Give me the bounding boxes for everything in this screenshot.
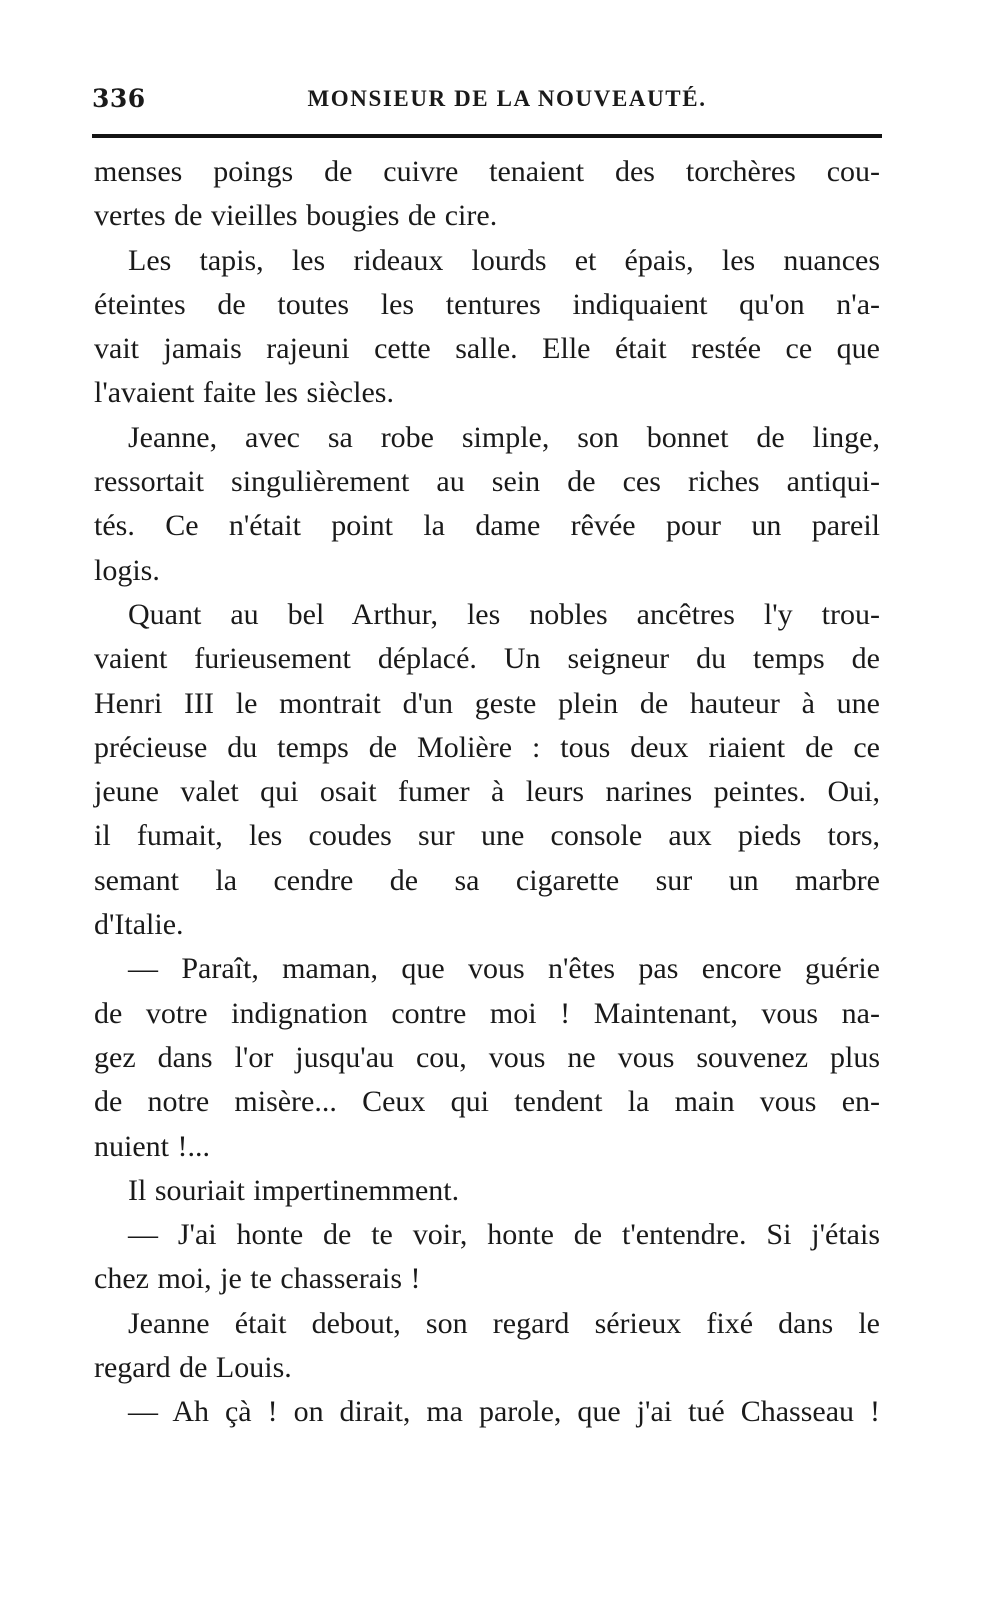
header-rule — [92, 134, 882, 138]
page-header — [92, 84, 882, 124]
text-line: Il souriait impertinemment. — [128, 1173, 460, 1207]
text-line: chez moi, je te chasserais ! — [94, 1262, 421, 1296]
text-line: de notre misère... Ceux qui tendent la main vous en- — [94, 1085, 880, 1119]
text-line: précieuse du temps de Molière : tous deux riaient de ce — [94, 730, 880, 764]
running-title: MONSIEUR DE LA NOUVEAUTÉ. — [307, 86, 707, 111]
text-line: semant la cendre de sa cigarette sur un marbre — [94, 863, 880, 897]
text-line: éteintes de toutes les tentures indiquaient qu'on n'a- — [94, 287, 880, 321]
text-line: tés. Ce n'était point la dame rêvée pour un pareil — [94, 509, 880, 543]
text-line: gez dans l'or jusqu'au cou, vous ne vous souvenez plus — [94, 1040, 880, 1074]
text-line: menses poings de cuivre tenaient des torchères cou- — [94, 155, 880, 188]
text-line: — Paraît, maman, que vous n'êtes pas encore guérie — [128, 952, 880, 986]
text-line: de votre indignation contre moi ! Maintenant, vous na- — [94, 996, 880, 1030]
text-line: — Ah çà ! on dirait, ma parole, que j'ai tué Chasseau ! — [128, 1395, 880, 1429]
text-line: logis. — [94, 553, 160, 587]
text-line: Henri III le montrait d'un geste plein de hauteur à une — [94, 686, 880, 720]
text-line: Quant au bel Arthur, les nobles ancêtres l'y trou- — [128, 597, 880, 631]
text-line: il fumait, les coudes sur une console aux pieds tors, — [94, 819, 880, 853]
text-line: vait jamais rajeuni cette salle. Elle était restée ce que — [94, 332, 880, 366]
text-line: vertes de vieilles bougies de cire. — [94, 199, 498, 233]
text-line: vaient furieusement déplacé. Un seigneur du temps de — [94, 642, 880, 676]
text-line: — J'ai honte de te voir, honte de t'entendre. Si j'étais — [128, 1218, 880, 1252]
text-line: ressortait singulièrement au sein de ces riches antiqui- — [94, 465, 880, 499]
text-line: Les tapis, les rideaux lourds et épais, les nuances — [128, 243, 880, 277]
text-line: d'Italie. — [94, 908, 184, 942]
text-line: nuient !... — [94, 1129, 210, 1163]
body-text — [94, 150, 880, 1435]
text-line: Jeanne, avec sa robe simple, son bonnet de linge, — [128, 420, 880, 454]
text-line: jeune valet qui osait fumer à leurs narines peintes. Oui, — [94, 775, 880, 809]
text-line: Jeanne était debout, son regard sérieux fixé dans le — [128, 1306, 880, 1340]
text-line: l'avaient faite les siècles. — [94, 376, 394, 410]
page-number: 336 — [92, 84, 146, 113]
text-line: regard de Louis. — [94, 1351, 292, 1385]
